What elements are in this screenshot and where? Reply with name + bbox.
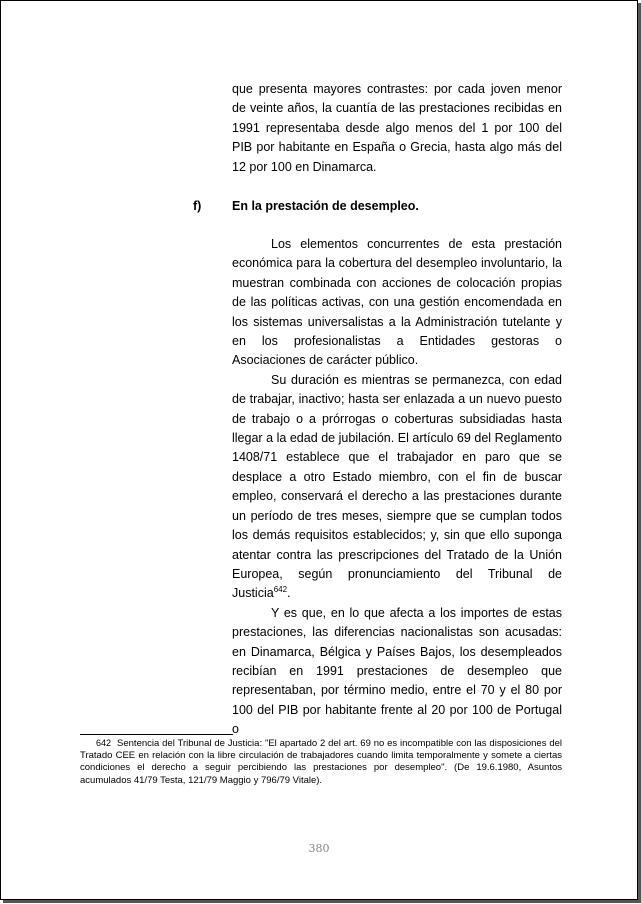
- footnote-reference: 642: [273, 585, 288, 595]
- footnote-text: Sentencia del Tribunal de Justicia: "El apartado 2 del art. 69 no es incompatible con las disposiciones del Tratado CEE en relación con la libre circulación de trabajadores cuando limita temporalmente y somete a ciertas condiciones el derecho a seguir percibiendo las prestaciones por desempleo". (De 19.6.1980, Asuntos acumulados 41/79 Testa, 121/79 Maggio y 796/79 Vitale).: [80, 738, 562, 786]
- footnote: [80, 738, 562, 787]
- paragraph-2: [232, 371, 562, 604]
- section-body: [232, 235, 562, 740]
- section-heading: En la prestación de desempleo.: [232, 199, 419, 213]
- section-letter: f): [193, 199, 202, 213]
- footnote-separator: [80, 734, 233, 735]
- paragraph-1: Los elementos concurrentes de esta prestación económica para la cobertura del desempleo involuntario, la muestran combinada con acciones de colocación propias de las políticas activas, con una gestión encomendada en los sistemas universalistas a la Administración tutelante y en los profesionalistas a Entidades gestoras o Asociaciones de carácter público.: [232, 237, 562, 368]
- paragraph-3: Y es que, en lo que afecta a los importes de estas prestaciones, las diferencias nacionalistas son acusadas: en Dinamarca, Bélgica y Países Bajos, los desempleados recibían en 1991 prestaciones de desempleo que representaban, por término medio, entre el 70 y el 80 por 100 del PIB por habitante frente al 20 por 100 de Portugal o: [232, 605, 562, 737]
- paragraph-2-end: .: [287, 586, 291, 601]
- continued-paragraph-block: [232, 80, 562, 177]
- continued-paragraph: que presenta mayores contrastes: por cada joven menor de veinte años, la cuantía de las prestaciones recibidas en 1991 representaba desde algo menos del 1 por 100 del PIB por habitante en España o Grecia, hasta algo más del 12 por 100 en Dinamarca.: [232, 82, 562, 174]
- footnote-number: 642: [96, 738, 112, 748]
- page-number: 380: [308, 842, 330, 855]
- paragraph-2-text: Su duración es mientras se permanezca, con edad de trabajar, inactivo; hasta ser enlazada a un nuevo puesto de trabajo o a prórrogas o coberturas subsidiadas hasta llegar a la edad de jubilación. El artículo 69 del Reglamento 1408/71 establece que el trabajador en paro que se desplace a otro Estado miembro, con el fin de buscar empleo, conservará el derecho a las prestaciones durante un período de tres meses, siempre que se cumplan todos los demás requisitos establecidos; y, sin que ello suponga atentar contra las prescripciones del Tratado de la Unión Europea, según pronunciamiento del Tribunal de Justicia: [232, 372, 562, 601]
